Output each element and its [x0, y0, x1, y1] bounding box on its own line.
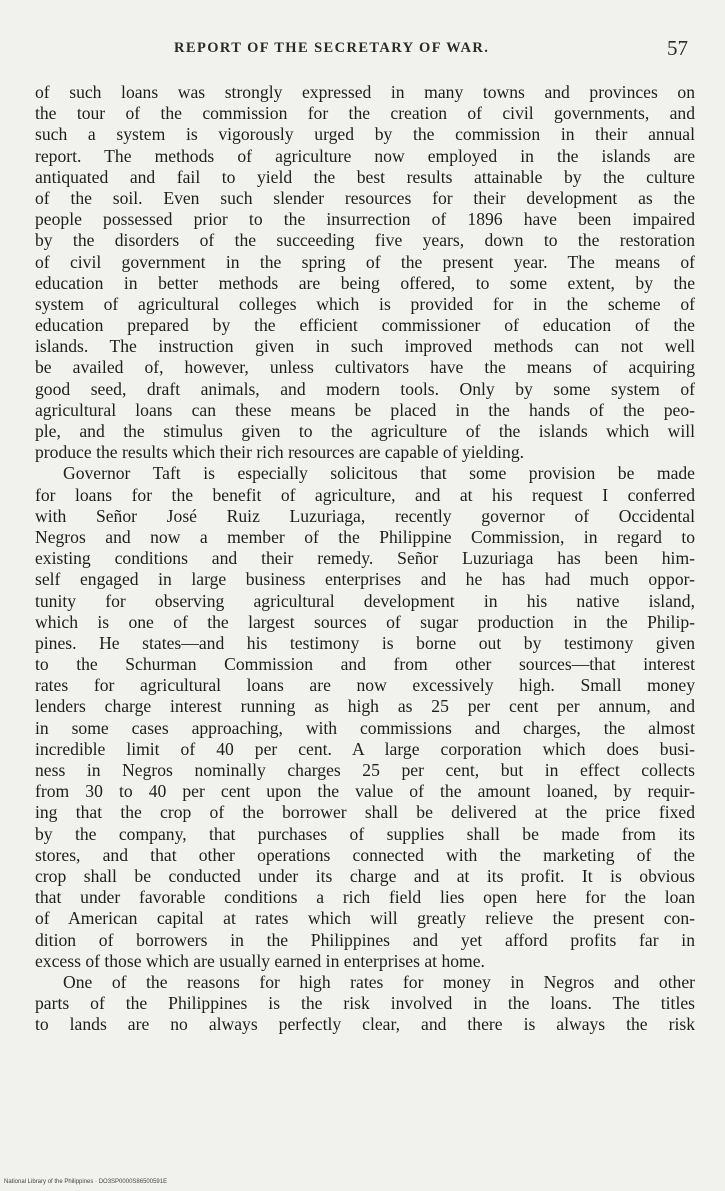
- text-line: Negros and now a member of the Philippine Commission, in regard to: [35, 526, 695, 547]
- text-line: to the Schurman Commission and from other sources—that interest: [35, 654, 695, 675]
- text-line: tunity for observing agricultural development in his native island,: [35, 590, 695, 611]
- text-line: such a system is vigorously urged by the commission in their annual: [35, 124, 695, 145]
- text-line: islands. The instruction given in such improved methods can not well: [35, 336, 695, 357]
- text-line: pines. He states—and his testimony is borne out by testimony given: [35, 632, 695, 653]
- text-line: agricultural loans can these means be placed in the hands of the peo-: [35, 399, 695, 420]
- running-header: [56, 34, 696, 62]
- text-line: ple, and the stimulus given to the agriculture of the islands which will: [35, 421, 695, 441]
- text-line: for loans for the benefit of agriculture, and at his request I conferred: [35, 484, 695, 505]
- text-line: system of agricultural colleges which is provided for in the scheme of: [35, 293, 695, 314]
- text-line: Governor Taft is especially solicitous that some provision be made: [63, 463, 695, 484]
- body-text: [35, 82, 695, 1035]
- text-line: with Señor José Ruiz Luzuriaga, recently governor of Occidental: [35, 505, 695, 526]
- text-line: by the company, that purchases of supplies shall be made from its: [35, 823, 695, 844]
- text-line: One of the reasons for high rates for money in Negros and other: [63, 971, 695, 992]
- text-line: crop shall be conducted under its charge and at its profit. It is obvious: [35, 865, 695, 886]
- text-line: produce the results which their rich resources are capable of yielding.: [35, 442, 525, 463]
- text-line: rates for agricultural loans are now excessively high. Small money: [35, 675, 695, 696]
- scan-footer: National Library of the Philippines · DO3SP0000S86500591E: [4, 1179, 168, 1185]
- text-line: education in better methods are being offered, to some extent, by the: [35, 272, 695, 293]
- text-line: be availed of, however, unless cultivators have the means of acquiring: [35, 357, 695, 378]
- text-line: by the disorders of the succeeding five years, down to the restoration: [35, 230, 695, 251]
- text-line: that under favorable conditions a rich field lies open here for the loan: [35, 887, 695, 908]
- header-title: REPORT OF THE SECRETARY OF WAR.: [174, 40, 490, 56]
- text-line: lenders charge interest running as high as 25 per cent per annum, and: [35, 696, 695, 717]
- text-line: self engaged in large business enterprises and he has had much oppor-: [35, 569, 695, 590]
- text-line: of the soil. Even such slender resources for their development as the: [35, 187, 695, 208]
- text-line: of such loans was strongly expressed in many towns and provinces on: [35, 82, 695, 102]
- text-line: parts of the Philippines is the risk involved in the loans. The titles: [35, 993, 695, 1014]
- text-line: to lands are no always perfectly clear, and there is always the risk: [35, 1014, 695, 1035]
- text-line: ing that the crop of the borrower shall be delivered at the price fixed: [35, 802, 695, 823]
- text-line: from 30 to 40 per cent upon the value of the amount loaned, by requir-: [35, 781, 695, 802]
- text-line: dition of borrowers in the Philippines and yet afford profits far in: [35, 929, 695, 950]
- page-number: 57: [667, 36, 688, 60]
- text-line: stores, and that other operations connected with the marketing of the: [35, 844, 695, 865]
- text-line: people possessed prior to the insurrection of 1896 have been impaired: [35, 209, 695, 230]
- text-line: of American capital at rates which will greatly relieve the present con-: [35, 908, 695, 929]
- text-line: in some cases approaching, with commissions and charges, the almost: [35, 717, 695, 738]
- text-line: the tour of the commission for the creation of civil governments, and: [35, 103, 695, 124]
- text-line: which is one of the largest sources of sugar production in the Philip-: [35, 611, 695, 632]
- text-line: education prepared by the efficient commissioner of education of the: [35, 315, 695, 336]
- text-line: ness in Negros nominally charges 25 per cent, but in effect collects: [35, 760, 695, 780]
- text-line: excess of those which are usually earned in enterprises at home.: [35, 950, 485, 971]
- text-line: incredible limit of 40 per cent. A large corporation which does busi-: [35, 738, 695, 759]
- text-line: existing conditions and their remedy. Señor Luzuriaga has been him-: [35, 548, 695, 569]
- text-line: of civil government in the spring of the present year. The means of: [35, 251, 695, 272]
- text-line: good seed, draft animals, and modern tools. Only by some system of: [35, 378, 695, 399]
- text-line: report. The methods of agriculture now employed in the islands are: [35, 145, 695, 166]
- text-line: antiquated and fail to yield the best results attainable by the culture: [35, 166, 695, 187]
